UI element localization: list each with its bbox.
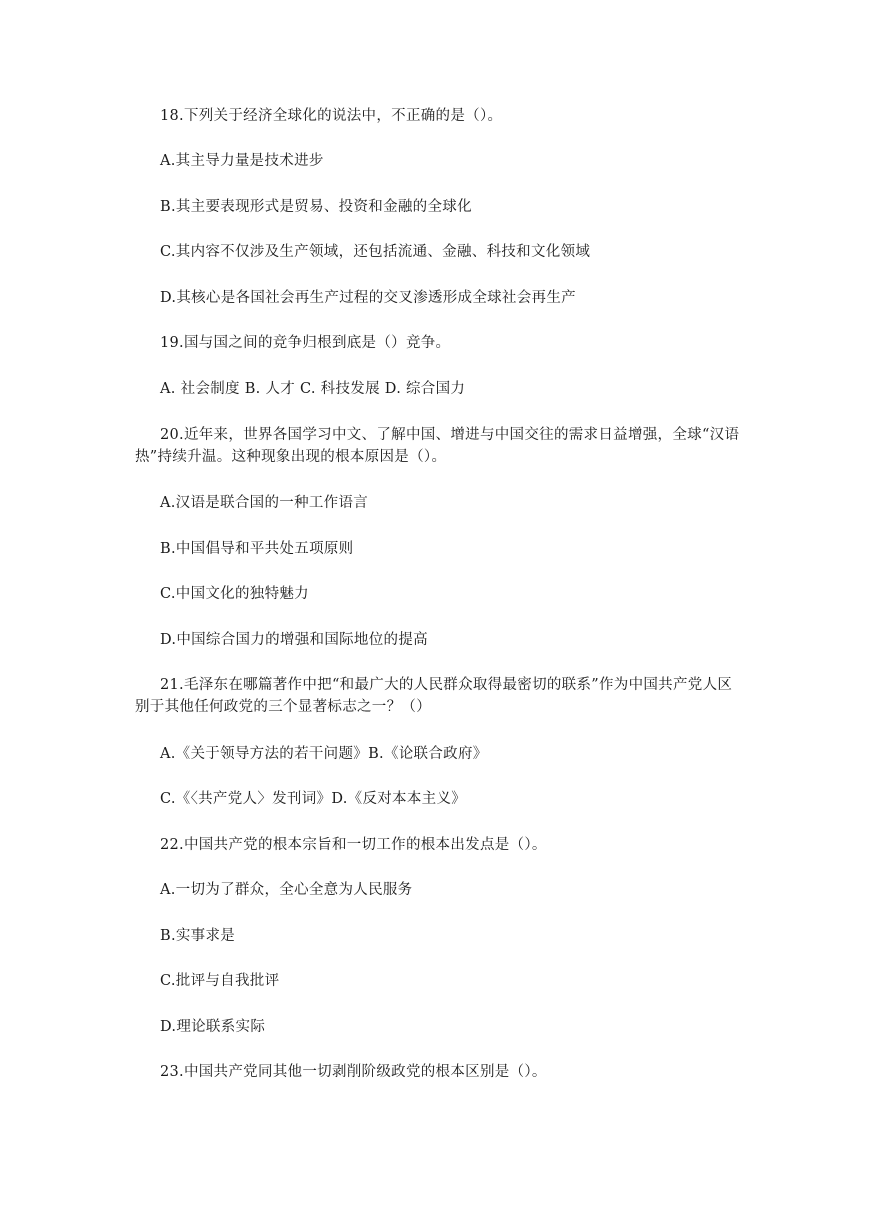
- question-20-option-d: D.中国综合国力的增强和国际地位的提高: [160, 632, 428, 648]
- question-23-stem: 23.中国共产党同其他一切剥削阶级政党的根本区别是（）。: [160, 1064, 547, 1080]
- question-20-option-c: C.中国文化的独特魅力: [160, 586, 309, 602]
- question-22-stem: 22.中国共产党的根本宗旨和一切工作的根本出发点是（）。: [160, 837, 547, 853]
- question-19-stem: 19.国与国之间的竞争归根到底是（）竞争。: [160, 335, 451, 351]
- question-20-stem: 20.近年来，世界各国学习中文、了解中国、增进与中国交往的需求日益增强，全球“汉语热”持续升温。这种现象出现的根本原因是（）。: [135, 427, 740, 465]
- question-18-option-c: C.其内容不仅涉及生产领域，还包括流通、金融、科技和文化领域: [160, 244, 591, 260]
- question-21-options-cd: C.《〈共产党人〉发刊词》D.《反对本本主义》: [160, 791, 467, 807]
- question-18-option-d: D.其核心是各国社会再生产过程的交叉渗透形成全球社会再生产: [160, 290, 576, 306]
- question-20-option-a: A.汉语是联合国的一种工作语言: [160, 495, 369, 511]
- question-18-stem: 18.下列关于经济全球化的说法中，不正确的是（）。: [160, 108, 503, 124]
- question-22-option-d: D.理论联系实际: [160, 1019, 266, 1035]
- question-18-option-b: B.其主要表现形式是贸易、投资和金融的全球化: [160, 199, 472, 215]
- question-19-options: A. 社会制度 B. 人才 C. 科技发展 D. 综合国力: [160, 381, 466, 397]
- question-21-stem: 21.毛泽东在哪篇著作中把“和最广大的人民群众取得最密切的联系”作为中国共产党人区别于其他任何政党的三个显著标志之一？（）: [135, 677, 733, 715]
- question-22-option-b: B.实事求是: [160, 928, 236, 944]
- question-21-options-ab: A.《关于领导方法的若干问题》B.《论联合政府》: [160, 746, 488, 762]
- question-18-option-a: A.其主导力量是技术进步: [160, 153, 324, 169]
- question-20-option-b: B.中国倡导和平共处五项原则: [160, 541, 354, 557]
- question-22-option-c: C.批评与自我批评: [160, 973, 280, 989]
- question-22-option-a: A.一切为了群众，全心全意为人民服务: [160, 882, 413, 898]
